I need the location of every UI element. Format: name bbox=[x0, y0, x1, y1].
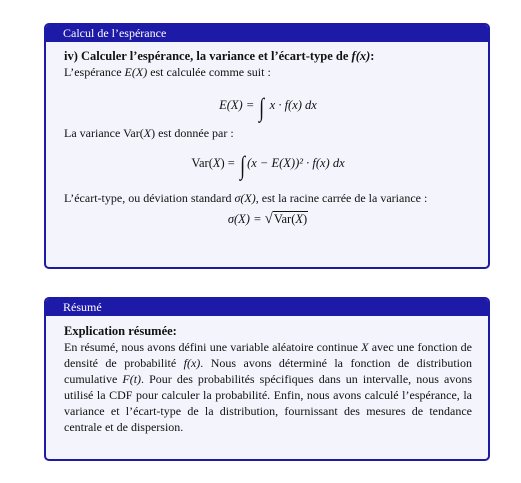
summary-box-title: Résumé bbox=[46, 299, 488, 316]
expectation-intro-pre: L’espérance bbox=[64, 65, 125, 79]
expectation-intro-post: est calculée comme suit : bbox=[147, 65, 271, 79]
variance-intro bbox=[64, 125, 472, 141]
summary-math-3: F(t) bbox=[122, 372, 142, 386]
sqrt-radicand-end: ) bbox=[303, 212, 308, 226]
summary-math-2: f(x) bbox=[183, 356, 201, 370]
expectation-box-title: Calcul de l’espérance bbox=[46, 25, 488, 42]
variance-intro-math: X bbox=[143, 126, 152, 140]
expectation-intro-math: E(X) bbox=[124, 65, 148, 79]
section-heading-math: f(x) bbox=[351, 49, 371, 63]
expectation-equation bbox=[64, 88, 472, 122]
summary-math-1: X bbox=[361, 340, 369, 354]
std-intro bbox=[64, 190, 472, 206]
std-intro-math: σ(X) bbox=[234, 191, 256, 205]
integral-symbol: ∫ bbox=[259, 93, 265, 122]
integral-symbol: ∫ bbox=[240, 151, 246, 180]
variance-intro-pre: La variance Var( bbox=[64, 126, 144, 140]
sqrt-radicand-it: X bbox=[295, 212, 304, 226]
sqrt-radicand-rm: Var( bbox=[273, 212, 296, 226]
expectation-equation-rhs: x · f(x) dx bbox=[266, 98, 317, 112]
expectation-box-body bbox=[46, 42, 488, 230]
summary-text-2: avec une fonction de densité de probabilité bbox=[64, 340, 472, 370]
std-intro-post: , est la racine carrée de la variance : bbox=[255, 191, 428, 205]
std-equation-lhs: σ(X) = bbox=[227, 212, 265, 226]
sqrt-symbol: √ bbox=[264, 211, 273, 227]
section-heading-text: iv) Calculer l’espérance, la variance et l’écart-type de bbox=[64, 49, 352, 63]
variance-equation-lhs-rm: Var( bbox=[191, 156, 213, 170]
expectation-intro bbox=[64, 64, 472, 80]
variance-equation bbox=[64, 146, 472, 180]
summary-text-1: En résumé, nous avons défini une variable aléatoire continue bbox=[64, 340, 362, 354]
sqrt-radicand bbox=[273, 211, 308, 226]
std-intro-pre: L’écart-type, ou déviation standard bbox=[64, 191, 235, 205]
expectation-equation-lhs: E(X) = bbox=[219, 98, 258, 112]
section-heading bbox=[64, 48, 472, 64]
variance-equation-lhs-end: ) = bbox=[220, 156, 238, 170]
summary-heading: Explication résumée: bbox=[64, 324, 177, 338]
summary-box bbox=[44, 297, 490, 461]
section-heading-end: : bbox=[370, 49, 375, 63]
expectation-box bbox=[44, 23, 490, 269]
variance-intro-post: ) est donnée par : bbox=[151, 126, 234, 140]
summary-text-4: . Pour des probabilités spécifiques dans un intervalle, nous avons utilisé la CDF pour calculer la probabilité. Enfin, nous avons calculé l’espérance, la variance et l’écart-type de la distribution, fournissant des mesures de tendance centrale et de dispersion. bbox=[64, 372, 472, 434]
summary-box-body bbox=[46, 316, 488, 435]
variance-equation-lhs-it: X bbox=[212, 156, 221, 170]
sqrt-group bbox=[265, 208, 309, 230]
std-equation bbox=[64, 208, 472, 230]
variance-equation-rhs: (x − E(X))² · f(x) dx bbox=[247, 156, 345, 170]
summary-paragraph bbox=[64, 339, 472, 435]
summary-text-3: . Nous avons déterminé la fonction de distribution cumulative bbox=[64, 356, 472, 386]
